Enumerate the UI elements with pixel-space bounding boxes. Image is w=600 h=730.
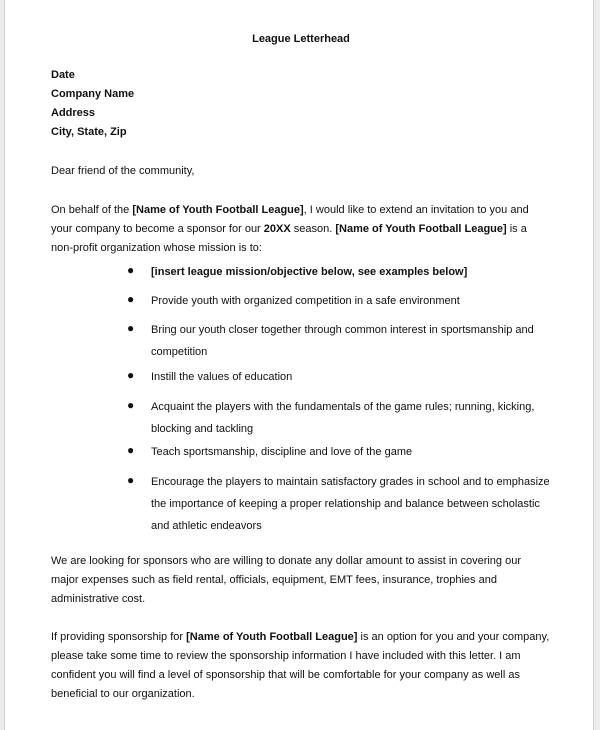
intro-text-4: is a non-profit organization whose mission is to: xyxy=(51,223,527,254)
document-page xyxy=(4,0,594,730)
bullet-text: Provide youth with organized competition in a safe environment xyxy=(151,295,460,307)
address-line: Address xyxy=(51,107,96,119)
league-name-placeholder-3: [Name of Youth Football League] xyxy=(186,631,358,643)
letter-title: League Letterhead xyxy=(252,33,350,45)
closing-text-1: If providing sponsorship for xyxy=(51,631,187,643)
date-line: Date xyxy=(51,69,75,81)
bullet-text: Acquaint the players with the fundamentals of the game rules; running, kicking, blocking and tackling xyxy=(151,401,535,435)
intro-text-2: , I would like to extend an invitation to you and your company to become a sponsor for our xyxy=(51,204,529,235)
bullet-icon: ● xyxy=(127,321,135,335)
bullet-text: [insert league mission/objective below, see examples below] xyxy=(151,266,468,278)
bullet-text: Teach sportsmanship, discipline and love of the game xyxy=(151,446,413,458)
intro-text-3: season. xyxy=(290,223,336,235)
bullet-text: Instill the values of education xyxy=(151,371,293,383)
city-state-zip-line: City, State, Zip xyxy=(51,126,127,138)
bullet-icon: ● xyxy=(127,292,135,306)
bullet-text: Bring our youth closer together through common interest in sportsmanship and competition xyxy=(151,324,534,358)
closing-paragraph xyxy=(51,628,551,704)
bullet-icon: ● xyxy=(127,473,135,487)
greeting: Dear friend of the community, xyxy=(51,165,195,177)
league-name-placeholder-2: [Name of Youth Football League] xyxy=(335,223,507,235)
closing-text-2: is an option for you and your company, please take some time to review the sponsorship information I have included with this letter. I am confident you will find a level of sponsorship that will be comfortable for your company as well as beneficial to our organization. xyxy=(51,631,550,700)
sender-block xyxy=(51,66,134,142)
bullet-icon: ● xyxy=(127,443,135,457)
bullet-text: Encourage the players to maintain satisfactory grades in school and to emphasize the importance of keeping a proper relationship and balance between scholastic and athletic endeavors xyxy=(151,476,550,532)
company-name-line: Company Name xyxy=(51,88,135,100)
bullet-icon: ● xyxy=(127,398,135,412)
bullet-icon: ● xyxy=(127,263,135,277)
season-year: 20XX xyxy=(263,223,291,235)
bullet-icon: ● xyxy=(127,368,135,382)
league-name-placeholder: [Name of Youth Football League] xyxy=(132,204,304,216)
sponsors-paragraph: We are looking for sponsors who are willing to donate any dollar amount to assist in covering our major expenses such as field rental, officials, equipment, EMT fees, insurance, trophies and administrative cost. xyxy=(51,555,521,605)
intro-paragraph xyxy=(51,201,551,258)
intro-text-1: On behalf of the xyxy=(51,204,133,216)
